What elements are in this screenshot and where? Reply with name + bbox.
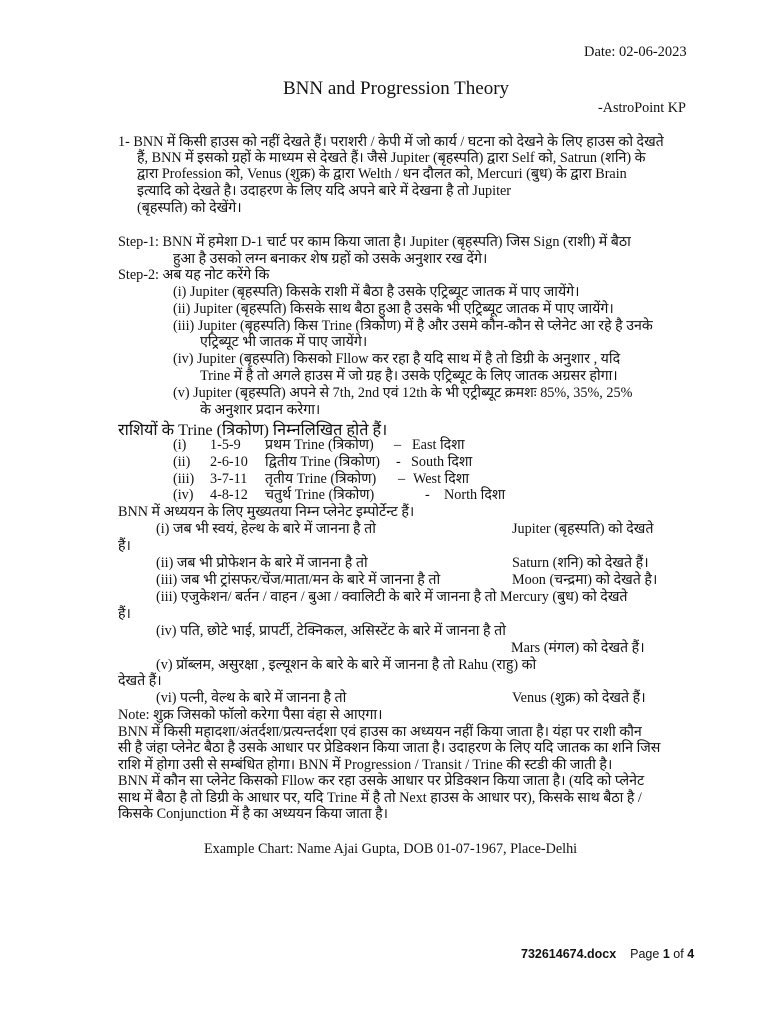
planet-row-left: (iii) जब भी ट्रांसफर/चेंज/माता/मन के बारे में जानना है तो <box>156 572 441 588</box>
paragraph-line: हैं, BNN में इसको ग्रहों के माध्यम से देखते हैं। जैसे Jupiter (बृहस्पति) द्वारा Self को, Satrun (शनि) के <box>137 150 646 166</box>
trine-direction: North दिशा <box>444 487 506 503</box>
trine-name: द्वितीय Trine (त्रिकोण) <box>265 454 380 470</box>
planet-row-left: (ii) जब भी प्रोफेशन के बारे में जानना है तो <box>156 555 368 571</box>
paragraph-line: इत्यादि को देखते है। उदाहरण के लिए यदि अपने बारे में देखना है तो Jupiter <box>137 183 512 199</box>
trine-dash: - <box>425 487 430 503</box>
planet-row-right: Saturn (शनि) को देखते हैं। <box>512 555 649 571</box>
step-item: एट्रिब्यूट भी जातक में पाए जायेंगे। <box>200 334 368 350</box>
step-item: (v) Jupiter (बृहस्पति) अपने से 7th, 2nd एवं 12th के भी एट्रीब्यूट क्रमशः 85%, 35%, 25% <box>173 385 633 401</box>
page-total: 4 <box>687 947 695 961</box>
page-footer <box>521 947 694 961</box>
trine-signs: 2-6-10 <box>210 454 248 470</box>
note-line: BNN में कौन सा प्लेनेट किसको Fllow कर रहा उसके आधार पर प्रेडिक्शन किया जाता है। (यदि को प्लेनेट <box>118 773 645 789</box>
planet-row-cont: Mars (मंगल) को देखते हैं। <box>511 640 645 656</box>
trine-dash: – <box>394 437 402 453</box>
planets-intro: BNN में अध्ययन के लिए मुख्यतया निम्न प्लेनेट इम्पोर्टेन्ट हैं। <box>118 504 415 520</box>
document-title: BNN and Progression Theory <box>283 78 510 99</box>
trine-signs: 3-7-11 <box>210 471 248 487</box>
trine-number: (iii) <box>173 471 195 487</box>
planet-row-left: (vi) पत्नी, वेल्थ के बारे में जानना है तो <box>156 690 347 706</box>
page-word: Page <box>630 947 660 961</box>
paragraph-line: द्वारा Profession को, Venus (शुक्र) के द्वारा Welth / धन दौलत को, Mercuri (बुध) के द्वारा Brain <box>137 166 627 182</box>
trine-signs: 4-8-12 <box>210 487 248 503</box>
planet-row-right: Venus (शुक्र) को देखते हैं। <box>512 690 646 706</box>
step-item: (i) Jupiter (बृहस्पति) किसके राशी में बैठा है उसके एट्रिब्यूट जातक में पाए जायेंगे। <box>173 284 580 300</box>
step-item: के अनुशार प्रदान करेगा। <box>200 402 321 418</box>
date-label: Date: 02-06-2023 <box>584 44 687 60</box>
example-chart-caption: Example Chart: Name Ajai Gupta, DOB 01-07-1967, Place-Delhi <box>204 841 578 857</box>
planet-row-left: (i) जब भी स्वयं, हेल्थ के बारे में जानना है तो <box>156 521 376 537</box>
trine-direction: West दिशा <box>413 471 470 487</box>
trine-name: तृतीय Trine (त्रिकोण) <box>265 471 377 487</box>
step-item: Trine में है तो अगले हाउस में जो ग्रह है। उसके एट्रिब्यूट के लिए जातक अग्रसर होगा। <box>200 368 618 384</box>
trine-dash: - <box>396 454 401 470</box>
of-word: of <box>673 947 684 961</box>
note-line: BNN में किसी महादशा/अंतर्दशा/प्रत्यन्तर्दशा एवं हाउस का अध्ययन नहीं किया जाता है। यंहा पर राशी कौन <box>118 724 642 740</box>
trine-number: (iv) <box>173 487 194 503</box>
trine-dash: – <box>398 471 406 487</box>
step-2-line: Step-2: अब यह नोट करेंगे कि <box>118 267 270 283</box>
trine-signs: 1-5-9 <box>210 437 241 453</box>
planet-row-cont: हैं। <box>118 538 131 554</box>
step-1-line: हुआ है उसको लग्न बनाकर शेष ग्रहों को उसके अनुशार रख देंगे। <box>173 251 488 267</box>
trine-name: प्रथम Trine (त्रिकोण) <box>265 437 374 453</box>
planet-row-line: (iii) एजुकेशन/ बर्तन / वाहन / बुआ / क्वालिटी के बारे में जानना है तो Mercury (बुध) को देखते <box>156 589 628 605</box>
trine-number: (i) <box>173 437 187 453</box>
planet-row-right: Moon (चन्द्रमा) को देखते है। <box>512 572 658 588</box>
paragraph-line: (बृहस्पति) को देखेंगे। <box>137 200 242 216</box>
trine-name: चतुर्थ Trine (त्रिकोण) <box>265 487 375 503</box>
trine-direction: South दिशा <box>411 454 473 470</box>
step-1-line: Step-1: BNN में हमेशा D-1 चार्ट पर काम किया जाता है। Jupiter (बृहस्पति) जिस Sign (राशी) में बैठा <box>118 234 631 250</box>
note-line: साथ में बैठा है तो डिग्री के आधार पर, यदि Trine में है तो Next हाउस के आधार पर), किसके साथ बैठा है / <box>118 790 642 806</box>
planet-row-cont: हैं। <box>118 606 131 622</box>
paragraph-line: 1- BNN में किसी हाउस को नहीं देखते हैं। पराशरी / केपी में जो कार्य / घटना को देखने के लिए हाउस को देखते <box>118 134 664 150</box>
step-item: (iii) Jupiter (बृहस्पति) किस Trine (त्रिकोण) में है और उसमे कौन-कौन से प्लेनेट आ रहे है उनके <box>173 318 653 334</box>
planet-row-right: Jupiter (बृहस्पति) को देखते <box>512 521 654 537</box>
trine-heading: राशियों के Trine (त्रिकोण) निम्नलिखित होते हैं। <box>118 421 388 439</box>
note-line: Note: शुक्र जिसको फॉलो करेगा पैसा वंहा से आएगा। <box>118 707 383 723</box>
page-number: 1 <box>662 947 670 961</box>
planet-row-line: (v) प्रॉब्लम, असुरक्षा , इल्यूशन के बारे के बारे में जानना है तो Rahu (राहु) को <box>156 657 537 673</box>
step-item: (iv) Jupiter (बृहस्पति) किसको Fllow कर रहा है यदि साथ में है तो डिग्री के अनुशार , यदि <box>173 351 621 367</box>
planet-row-cont: देखते हैं। <box>118 673 162 689</box>
note-line: किसके Conjunction में है का अध्ययन किया जाता है। <box>118 806 389 822</box>
step-item: (ii) Jupiter (बृहस्पति) किसके साथ बैठा हुआ है उसके भी एट्रिब्यूट जातक में पाए जायेंगे। <box>173 301 614 317</box>
note-line: सी है जंहा प्लेनेट बैठा है उसके आधार पर प्रेडिक्शन किया जाता है। उदाहरण के लिए यदि जातक का शनि जिस <box>118 740 661 756</box>
file-name: 732614674.docx <box>521 947 617 961</box>
author-label: -AstroPoint KP <box>598 100 686 116</box>
planet-row-line: (iv) पति, छोटे भाई, प्रापर्टी, टेक्निकल, असिस्टेंट के बारे में जानना है तो <box>156 623 506 639</box>
trine-number: (ii) <box>173 454 191 470</box>
note-line: राशि में होगा उसी से सम्बंधित होगा। BNN में Progression / Transit / Trine की स्टडी की जाती है। <box>118 757 613 773</box>
trine-direction: East दिशा <box>412 437 465 453</box>
